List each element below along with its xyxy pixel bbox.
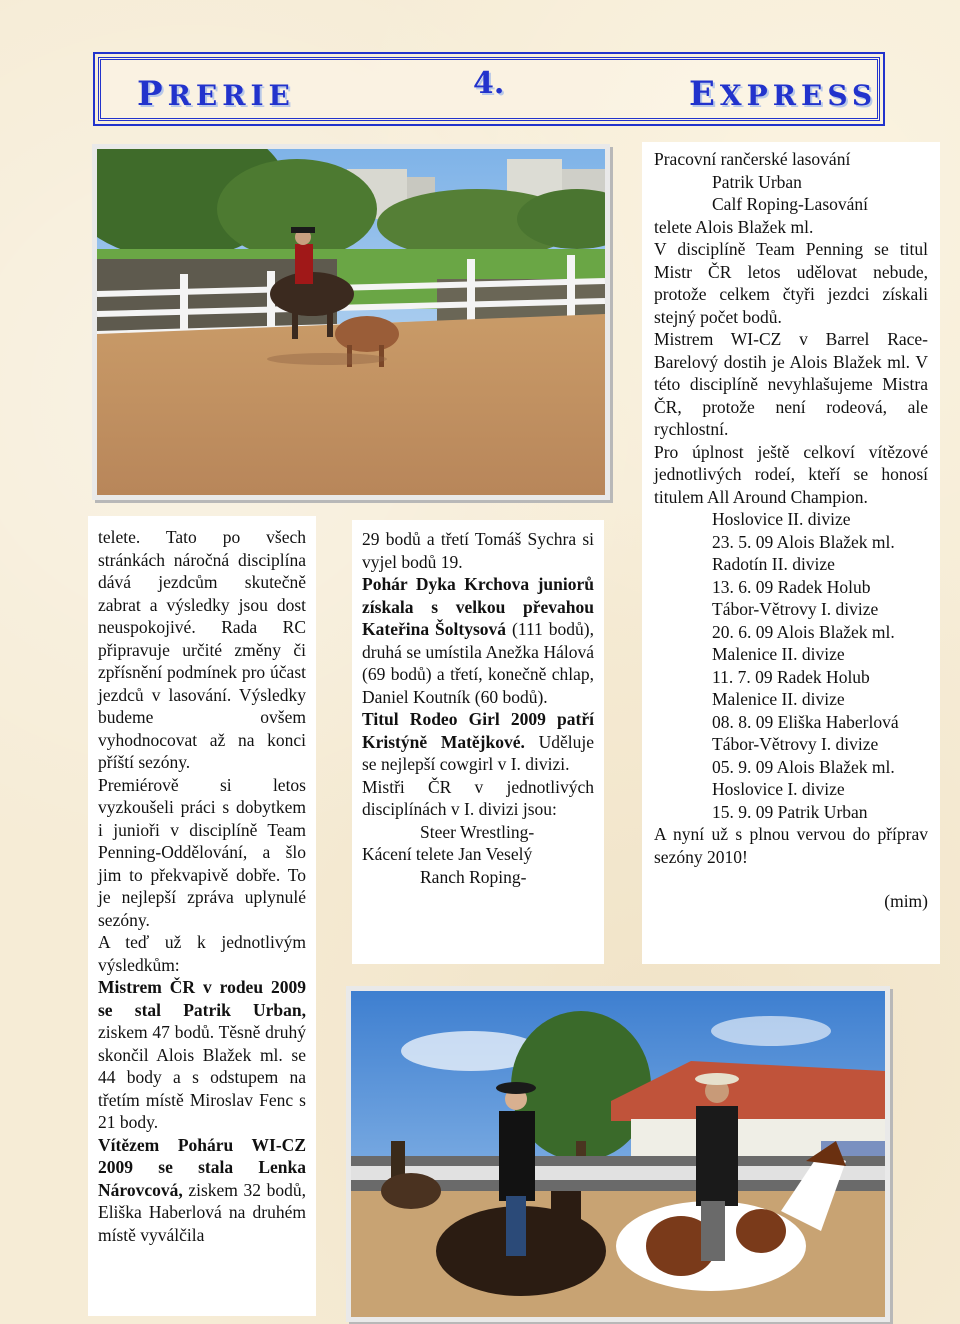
event-line: Malenice II. divize	[712, 689, 845, 709]
paragraph: Premiérově si letos vyzkoušeli práci s dobytkem i junioři v disciplíně Team Penning-Oddělování, a šlo jim to překvapivě dobře. To je nejlepší zpráva uplynulé sezóny.	[98, 774, 306, 930]
event-line: Tábor-Větrovy I. divize	[712, 599, 879, 619]
paragraph: Mistři ČR v jednotlivých disciplínách v I. divizi jsou:	[362, 776, 594, 819]
calf-roping-arena-photo	[97, 149, 605, 495]
masthead-title-right: EXPRESS	[689, 74, 878, 114]
article-column-3	[642, 142, 940, 964]
events-list	[654, 508, 928, 823]
bold-text: Mistrem ČR v rodeu 2009 se stal Patrik Urban,	[98, 977, 306, 1020]
paragraph: 29 bodů a třetí Tomáš Sychra si vyjel bodů 19.	[362, 529, 594, 572]
paragraph: A teď už k jednotlivým výsledkům:	[98, 932, 306, 975]
text: ziskem 32 bodů, Eliška Haberlová na druhém místě vyválčila	[98, 1179, 306, 1245]
event-line: Hoslovice I. divize	[712, 779, 845, 799]
event-line: 11. 7. 09 Radek Holub	[712, 666, 870, 687]
text: Uděluje se nejlepší cowgirl v I. divizi.	[362, 731, 594, 774]
paragraph	[362, 708, 594, 776]
event-line: 20. 6. 09 Alois Blažek ml.	[712, 621, 895, 642]
paragraph	[98, 976, 306, 1134]
author-signature: (mim)	[884, 891, 928, 911]
event-line: 08. 8. 09 Eliška Haberlová	[712, 711, 899, 732]
event-line: 05. 9. 09 Alois Blažek ml.	[712, 756, 895, 777]
event-line: Malenice II. divize	[712, 644, 845, 664]
event-line: 15. 9. 09 Patrik Urban	[712, 801, 868, 822]
paragraph	[98, 1134, 306, 1247]
paragraph: Patrik Urban	[712, 171, 802, 192]
text: ziskem 47 bodů. Těsně druhý skončil Alois Blažek ml. se 44 body a s odstupem na třetím místě Miroslav Fenc s 21 body.	[98, 1022, 306, 1132]
riders-parade-photo	[351, 991, 885, 1317]
bold-text: Titul Rodeo Girl 2009 patří Kristýně Matějkové.	[362, 709, 594, 752]
bold-text: Vítězem Poháru WI-CZ 2009 se stala Lenka Nárovcová,	[98, 1134, 306, 1200]
paragraph	[362, 573, 594, 708]
event-line: 13. 6. 09 Radek Holub	[712, 576, 871, 597]
paragraph: Mistrem WI-CZ v Barrel Race-Barelový dostih je Alois Blažek ml. V této disciplíně nevyhlašujeme Mistra ČR, protože není rodeová, ale rychlostní.	[654, 329, 928, 439]
paragraph: telete. Tato po všech stránkách náročná disciplína dává jezdcům skutečně zabrat a výsledky jsou dost neuspokojivé. Rada RC připravuje určité změny či zpřísnění podmínek pro účast jezdců v lasování. Výsledky budeme ovšem vyhodnocovat až na konci příští sezóny.	[98, 527, 306, 772]
paragraph: Ranch Roping-	[420, 866, 527, 887]
masthead-title-left: PRERIE	[137, 74, 295, 114]
paragraph: Steer Wrestling-	[420, 821, 535, 842]
bold-text: Pohár Dyka Krchova juniorů získala s velkou převahou Kateřina Šoltysová	[362, 574, 594, 639]
paragraph: Kácení telete Jan Veselý	[362, 844, 533, 864]
paragraph: Pro úplnost ještě celkoví vítězové jednotlivých rodeí, kteří se honosí titulem All Around Champion.	[654, 441, 928, 507]
paragraph: Pracovní rančerské lasování	[654, 149, 851, 169]
paragraph: A nyní už s plnou vervou do příprav sezóny 2010!	[654, 824, 928, 867]
issue-number: 4.	[473, 66, 505, 101]
event-line: Tábor-Větrovy I. divize	[712, 734, 879, 754]
event-line: 23. 5. 09 Alois Blažek ml.	[712, 531, 895, 552]
paragraph: V disciplíně Team Penning se titul Mistr ČR letos udělovat nebude, protože celkem čtyři jezdci získali stejný počet bodů.	[654, 239, 928, 327]
article-column-2	[352, 520, 604, 964]
masthead	[98, 57, 880, 121]
event-line: Radotín II. divize	[712, 554, 835, 574]
paragraph: Calf Roping-Lasování	[712, 194, 869, 214]
article-column-1	[88, 516, 316, 1316]
event-line: Hoslovice II. divize	[712, 509, 851, 529]
paragraph: telete Alois Blažek ml.	[654, 216, 814, 237]
text: (111 bodů), druhá se umístila Anežka Hálová (69 bodů) a třetí, konečně chlap, Daniel Koutník (60 bodů).	[362, 619, 594, 707]
